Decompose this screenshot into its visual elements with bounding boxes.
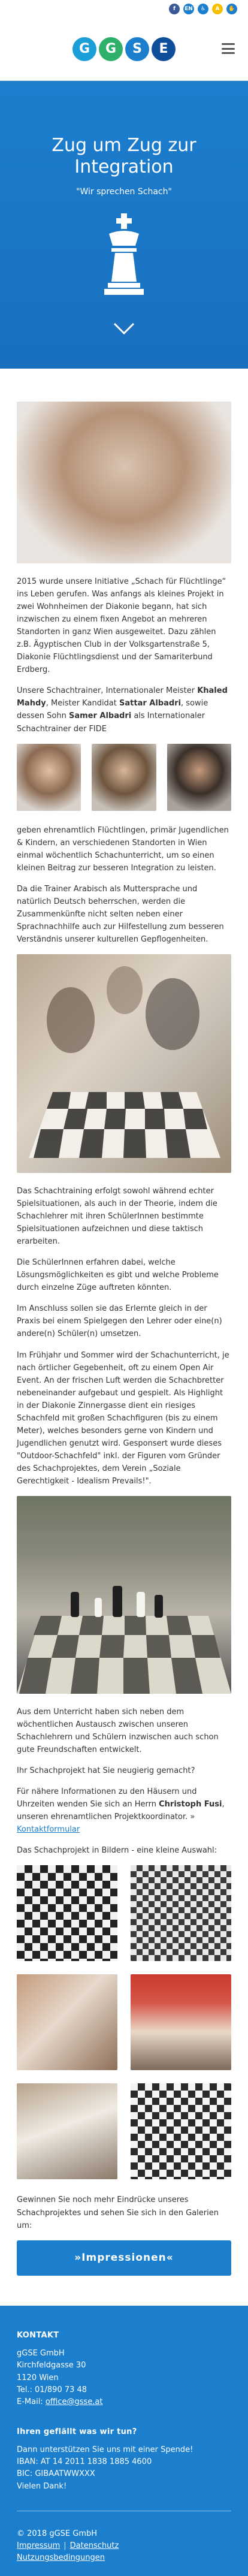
- footer-thanks: Vielen Dank!: [17, 2481, 67, 2491]
- footer-address-line: 1120 Wien: [17, 2373, 59, 2382]
- site-logo[interactable]: [72, 37, 176, 61]
- contact-form-link[interactable]: Kontaktformular: [17, 1825, 80, 1835]
- menu-icon[interactable]: [222, 43, 235, 54]
- trainers-text: , sowie dessen Sohn: [17, 699, 208, 721]
- gallery-image[interactable]: [17, 2083, 117, 2179]
- chess-board-graphic: [17, 954, 231, 1173]
- page-title: Zug um Zug zur Integration: [52, 135, 196, 177]
- exchange-paragraph: Aus dem Unterricht haben sich neben dem wöchentlichen Austausch zwischen unseren Schachlehrern und Schülern inzwischen auch schon gute Freundschaften entwickelt.: [17, 1708, 219, 1755]
- coordinator-name: Christoph Fusi: [159, 1800, 222, 1809]
- link-separator: |: [63, 2541, 66, 2550]
- question-paragraph: Ihr Schachprojekt hat Sie neugierig gemacht?: [17, 1766, 195, 1776]
- footer-address-line: gGSE GmbH: [17, 2349, 65, 2358]
- footer-bic: BIC: GIBAATWWXXX: [17, 2469, 95, 2479]
- gallery-image[interactable]: [131, 2083, 231, 2179]
- trainers-text: , Meister Kandidat: [46, 699, 119, 708]
- outdoor-chess-photo: [17, 1496, 231, 1694]
- impressions-button[interactable]: »Impressionen«: [17, 2240, 231, 2276]
- footer-bottom: [17, 2511, 231, 2564]
- outdoor-board-graphic: [17, 1496, 231, 1694]
- trainers-prefix: Unsere Schachtrainer, Internationaler Meister: [17, 686, 198, 696]
- language-de-icon[interactable]: A: [212, 4, 223, 14]
- contact-prefix: Für nähere Informationen zu den Häusern und Uhrzeiten wenden Sie sich an Herrn: [17, 1787, 197, 1809]
- trainer-portrait: [167, 744, 231, 811]
- contact-suffix: , unseren ehrenamtlichen Projektkoordinator. »: [17, 1800, 225, 1822]
- more-paragraph: Gewinnen Sie noch mehr Eindrücke unseres Schachprojektes und sehen Sie sich in den Galerien um:: [17, 2195, 219, 2230]
- footer-email-row: [17, 2396, 231, 2408]
- summer-paragraph: Im Frühjahr und Sommer wird der Schachunterricht, je nach örtlicher Gegebenheit, oft zu einem Open Air Event. An der frischen Luft werden die Schachbretter nebeneinander aufgebaut und gespielt. Als Highlight in der Diakonie Zinnergasse dient ein riesiges Schachfeld mit großen Schachfiguren (bis zu einem Meter), welches besonders gerne von Kindern und Jugendlichen genutzt wird. Gesponsert wurde dieses "Outdoor-Schachfeld" inkl. der Figuren vom Gründer des Schachprojektes, dem Verein „Soziale Gerechtigkeit - Idealism Prevails!".: [17, 1350, 229, 1486]
- practice-paragraph: Im Anschluss sollen sie das Erlernte gleich in der Praxis bei einem Spielgegen den Lehrer oder eine(n) andere(n) Schüler(n) umsetzen.: [17, 1304, 222, 1339]
- footer-contact: [17, 2330, 231, 2408]
- handshake-photo: [17, 402, 231, 563]
- accessibility-icon[interactable]: ♿: [198, 4, 208, 14]
- training-paragraph: Das Schachtraining erfolgt sowohl während echter Spielsituationen, als auch in der Theorie, indem die Schachlehrer mit ihren SchülerInnen bestimmte Spielsituationen aufzeichnen und diese taktisch erarbeiten.: [17, 1186, 217, 1247]
- trainers-continued: geben ehrenamtlich Flüchtlingen, primär Jugendlichen & Kindern, an verschiedenen Standorten in Wien einmal wöchentlich Schachunterricht, um so einen kleinen Beitrag zur besseren Integration zu leisten.: [17, 825, 229, 873]
- facebook-icon[interactable]: f: [169, 4, 180, 14]
- trainer-portraits: [17, 744, 231, 811]
- terms-link[interactable]: Nutzungsbedingungen: [17, 2553, 105, 2562]
- sign-language-icon[interactable]: ✋: [226, 4, 237, 14]
- main-content: [0, 369, 248, 2306]
- gallery-image[interactable]: [131, 1974, 231, 2070]
- gallery-image[interactable]: [17, 1974, 117, 2070]
- chess-king-icon: [91, 211, 157, 301]
- trainer-name: Samer Albadri: [68, 711, 132, 721]
- footer-contact-heading: KONTAKT: [17, 2331, 59, 2340]
- trainer-name: Khaled Mahdy: [17, 686, 228, 708]
- students-paragraph: Die SchülerInnen erfahren dabei, welche Lösungsmöglichkeiten es gibt und welche Probleme durch einzelne Züge auftreten könnten.: [17, 1258, 219, 1293]
- logo-letter: S: [125, 37, 149, 61]
- chevron-down-icon[interactable]: [112, 321, 136, 336]
- contact-paragraph: [17, 1785, 231, 1836]
- logo-letter: G: [99, 37, 123, 61]
- site-header: [0, 18, 248, 81]
- datenschutz-link[interactable]: Datenschutz: [69, 2541, 119, 2550]
- languages-paragraph: Da die Trainer Arabisch als Muttersprache und natürlich Deutsch beherrschen, werden die Zusammenkünfte nicht selten neben einer Sprachnachhilfe auch zur Hilfestellung zum besseren Verständnis unserer kulturellen Gepflogenheiten.: [17, 884, 224, 944]
- footer-donate-line: Dann unterstützen Sie uns mit einer Spende!: [17, 2445, 193, 2455]
- footer-email-label: E-Mail:: [17, 2397, 46, 2406]
- photo-gallery: [17, 1865, 231, 2179]
- hero-banner: [0, 81, 248, 369]
- logo-letter: G: [72, 37, 96, 61]
- footer-links-row2: [17, 2552, 231, 2564]
- trainers-paragraph: [17, 684, 231, 735]
- impressum-link[interactable]: Impressum: [17, 2541, 61, 2550]
- footer-links: [17, 2540, 231, 2552]
- gallery-intro: Das Schachprojekt in Bildern - eine kleine Auswahl:: [17, 1846, 217, 1856]
- gallery-image[interactable]: [131, 1865, 231, 1961]
- logo-letter: E: [152, 37, 176, 61]
- hero-subtitle: "Wir sprechen Schach": [76, 187, 172, 197]
- trainer-portrait: [92, 744, 156, 811]
- footer-email-link[interactable]: office@gsse.at: [45, 2397, 103, 2406]
- footer-donate: [17, 2426, 231, 2493]
- utility-bar: [0, 0, 248, 18]
- trainer-name: Sattar Albadri: [119, 699, 182, 708]
- intro-paragraph: 2015 wurde unsere Initiative „Schach für Flüchtlinge“ ins Leben gerufen. Was anfangs als kleines Projekt in zwei Wohnheimen der Diakonie begann, hat sich inzwischen zu einem fixen Angebot an mehreren Standorten in ganz Wien ausgeweitet. Dazu zählen z.B. Ägyptischen Club in der Volksgartenstraße 5, Diakonie Flüchtlingsdienst und der Samariterbund Erdberg.: [17, 577, 226, 675]
- trainers-text: als Internationaler Schachtrainer der FIDE: [17, 711, 205, 734]
- trainer-portrait: [17, 744, 81, 811]
- language-en-icon[interactable]: EN: [183, 4, 194, 14]
- chess-class-photo: [17, 954, 231, 1173]
- footer-address-line: Kirchfeldgasse 30: [17, 2361, 86, 2370]
- footer-donate-heading: Ihren geflällt was wir tun?: [17, 2427, 137, 2436]
- site-footer: [0, 2306, 248, 2576]
- gallery-image[interactable]: [17, 1865, 117, 1961]
- footer-phone: Tel.: 01/890 73 48: [17, 2385, 87, 2394]
- footer-iban: IBAN: AT 14 2011 1838 1885 4600: [17, 2457, 152, 2467]
- copyright: © 2018 gGSE GmbH: [17, 2529, 98, 2538]
